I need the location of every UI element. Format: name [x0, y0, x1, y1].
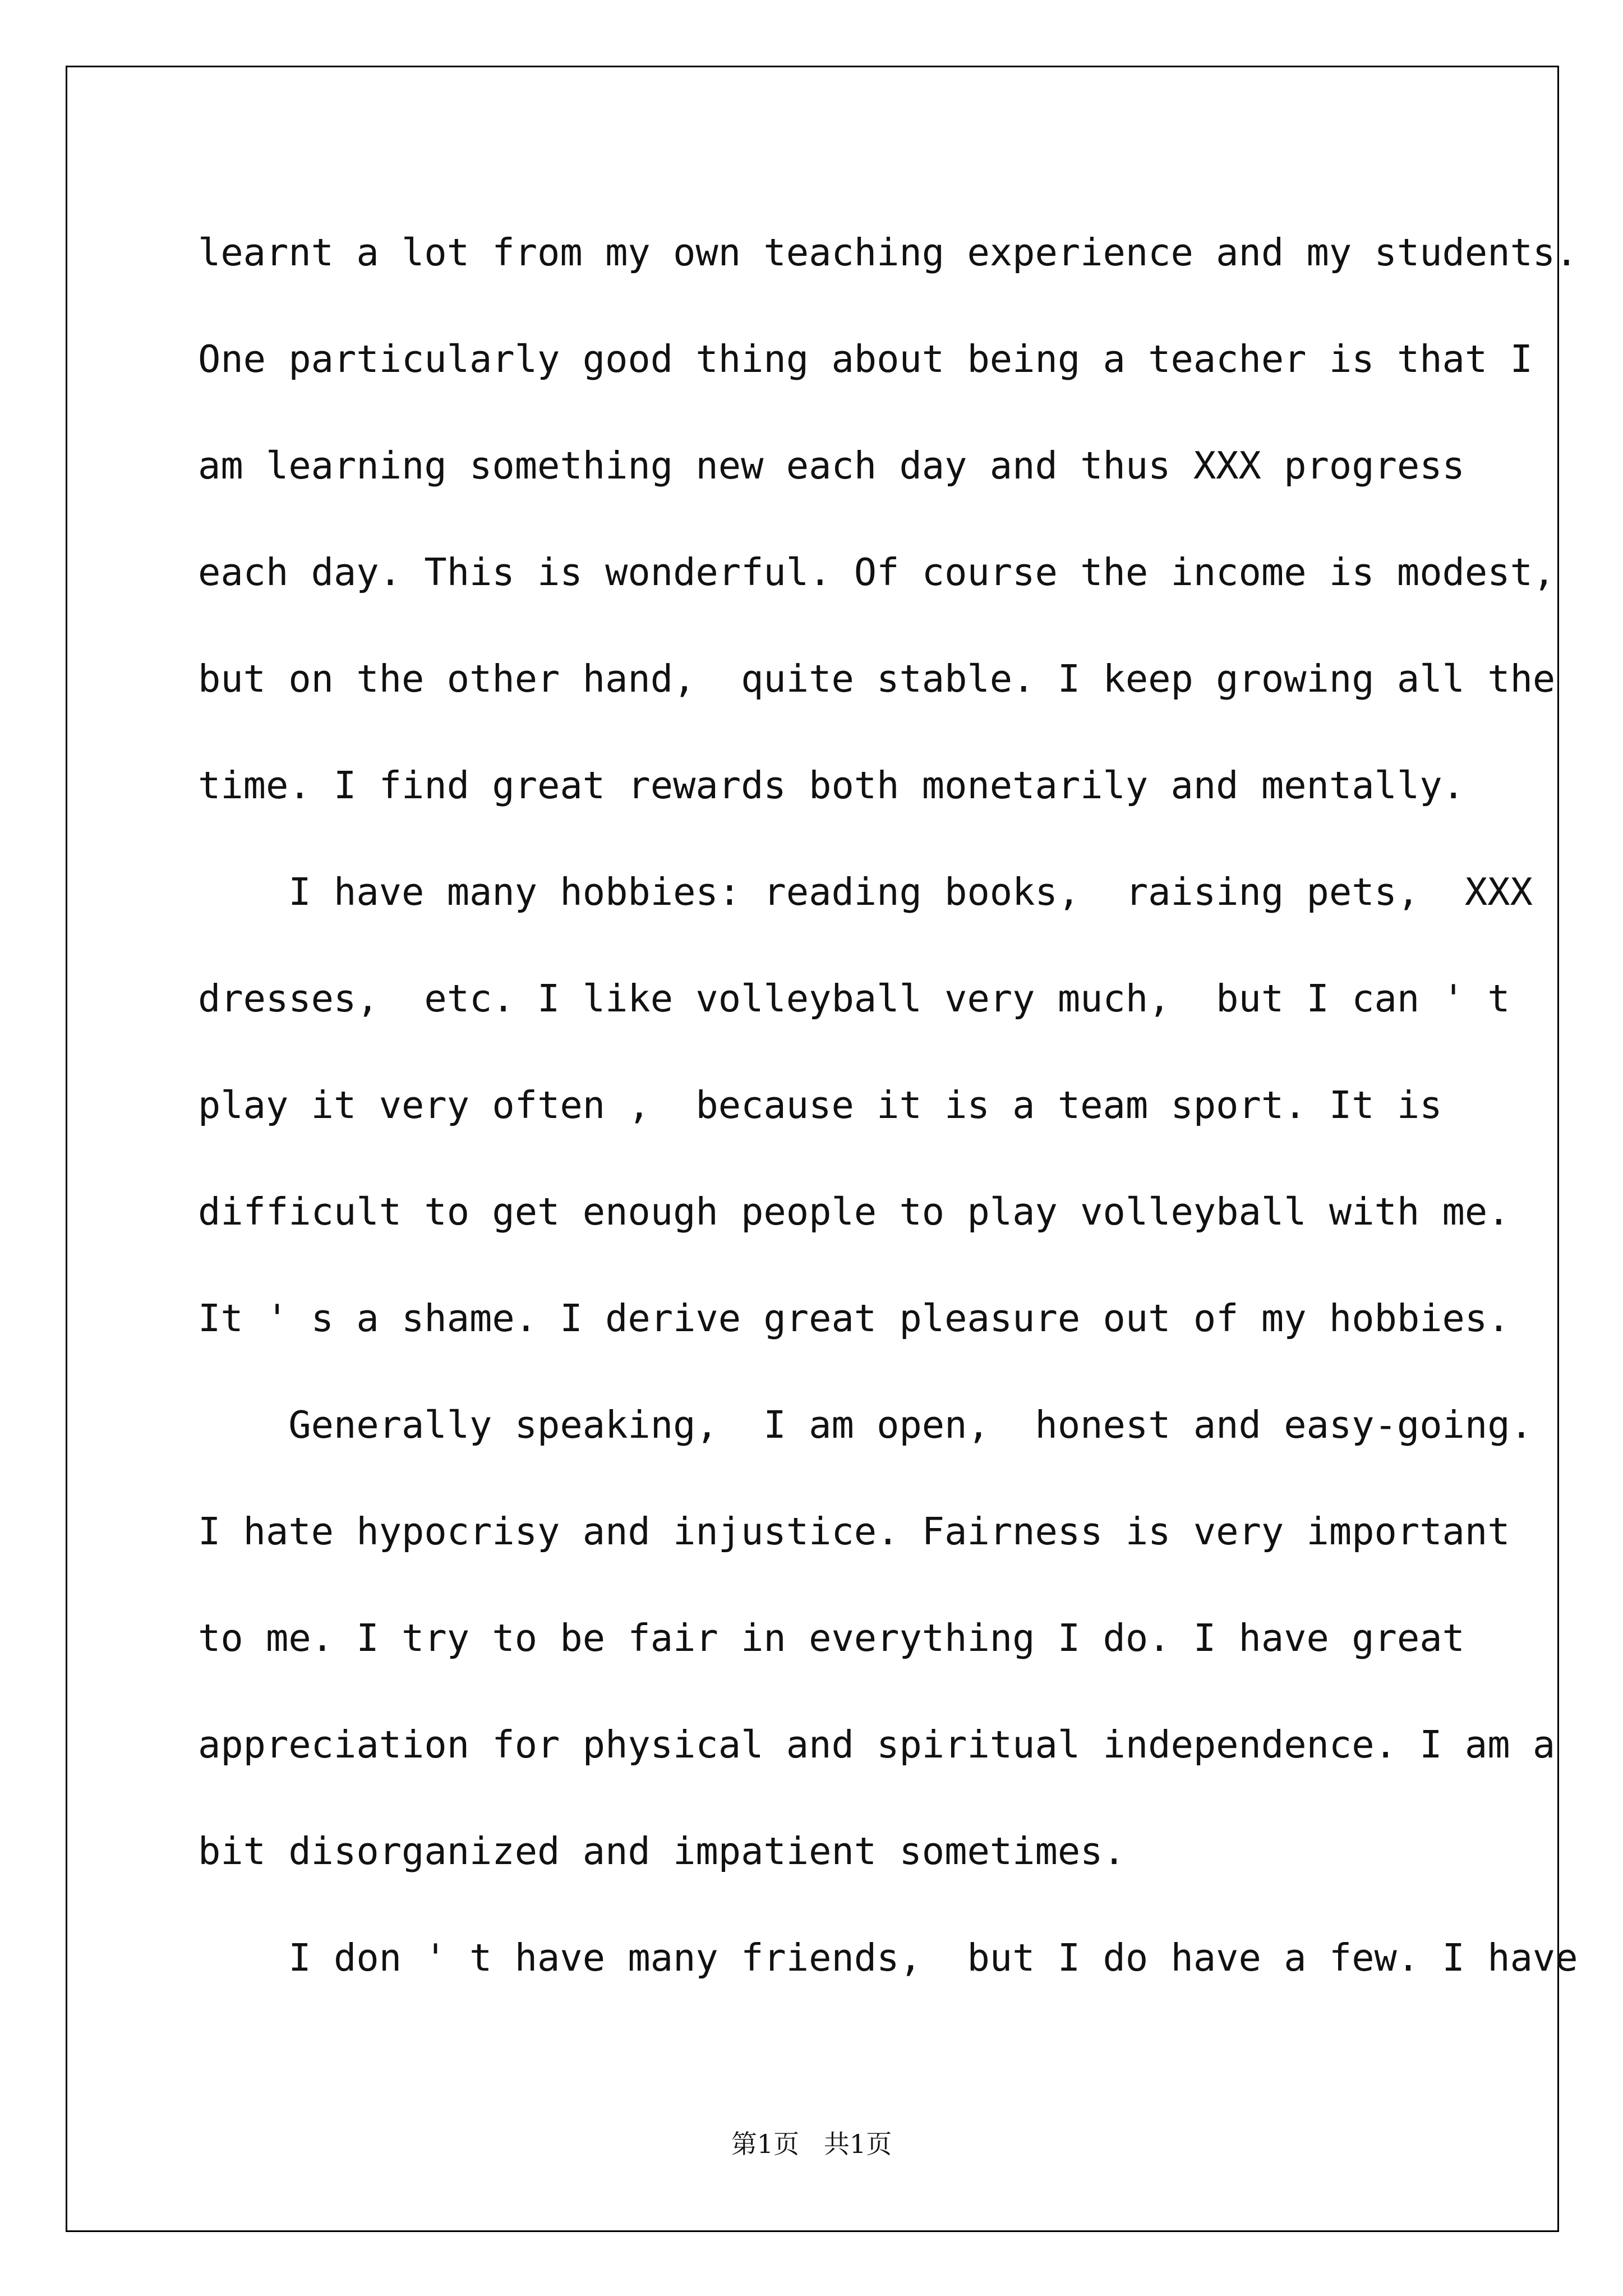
body-line: appreciation for physical and spiritual independence. I am a	[198, 1723, 1556, 1766]
body-line: difficult to get enough people to play volleyball with me.	[198, 1190, 1510, 1234]
body-line: Generally speaking, I am open, honest and easy-going.	[198, 1403, 1533, 1447]
body-line: play it very often , because it is a team sport. It is	[198, 1083, 1442, 1127]
body-line: I hate hypocrisy and injustice. Fairness is very important	[198, 1510, 1510, 1553]
page-border	[66, 66, 1578, 2232]
body-line: to me. I try to be fair in everything I do. I have great	[198, 1616, 1465, 1660]
body-line: It ' s a shame. I derive great pleasure out of my hobbies.	[198, 1296, 1510, 1340]
body-line: learnt a lot from my own teaching experience and my students.	[198, 231, 1578, 274]
body-line: I have many hobbies: reading books, raising pets, XXX	[198, 870, 1533, 914]
body-line: I don ' t have many friends, but I do have a few. I have	[198, 1936, 1578, 1980]
body-line: dresses, etc. I like volleyball very much, but I can ' t	[198, 977, 1510, 1020]
body-line: each day. This is wonderful. Of course the income is modest,	[198, 550, 1556, 594]
body-line: One particularly good thing about being a teacher is that I	[198, 337, 1533, 381]
body-line: but on the other hand, quite stable. I keep growing all the	[198, 657, 1556, 701]
body-line: bit disorganized and impatient sometimes.	[198, 1829, 1126, 1873]
body-line: time. I find great rewards both monetarily and mentally.	[198, 763, 1465, 807]
page-number-footer: 第1页 共1页	[731, 2129, 892, 2159]
body-line: am learning something new each day and thus XXX progress	[198, 444, 1465, 487]
